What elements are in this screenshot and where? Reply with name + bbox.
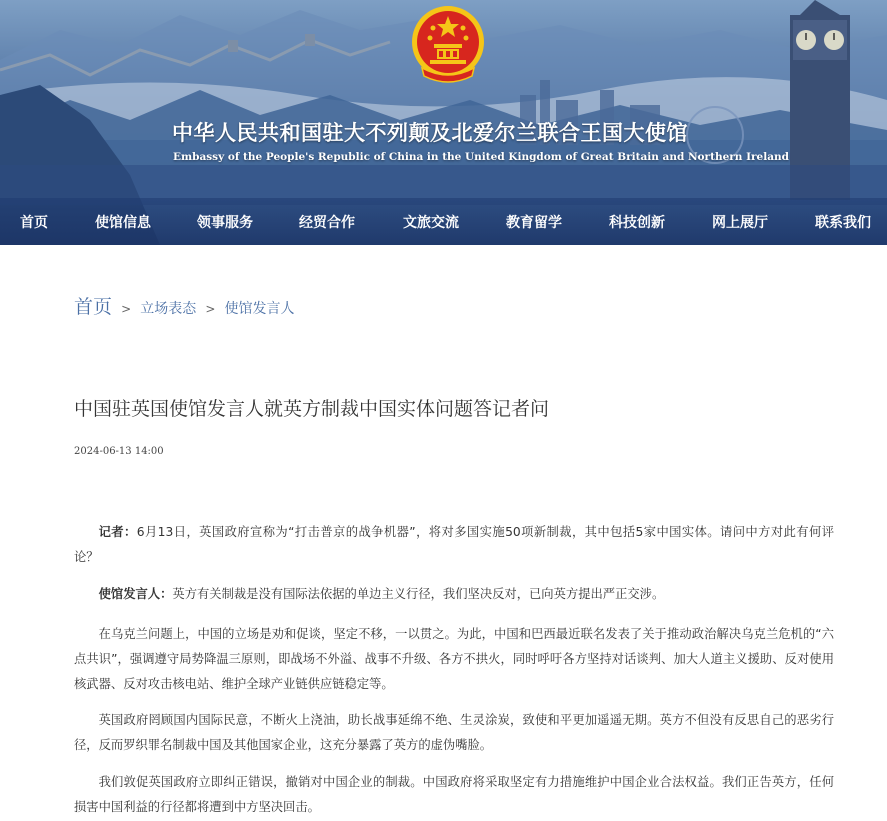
article-title: 中国驻英国使馆发言人就英方制裁中国实体问题答记者问 (74, 398, 550, 420)
article-paragraph (74, 708, 834, 758)
nav-item-culture[interactable]: 文旅交流 (403, 215, 459, 231)
header-banner (0, 0, 887, 245)
nav-item-home[interactable]: 首页 (20, 215, 48, 231)
paragraph-text: 英国政府罔顾国内国际民意，不断火上浇油，助长战事延绵不绝、生灵涂炭，致使和平更加遥遥无期。英方不但没有反思自己的恶劣行径，反而罗织罪名制裁中国及其他国家企业，这充分暴露了英方的虚伪嘴脸。 (74, 713, 834, 752)
article-paragraph (74, 770, 834, 820)
nav-item-trade[interactable]: 经贸合作 (299, 215, 355, 231)
speaker-label: 记者： (98, 525, 137, 539)
site-title: 中华人民共和国驻大不列颠及北爱尔兰联合王国大使馆 (172, 120, 688, 145)
national-emblem-icon (408, 2, 488, 88)
paragraph-text: 我们敦促英国政府立即纠正错误，撤销对中国企业的制裁。中国政府将采取坚定有力措施维护中国企业合法权益。我们正告英方，任何损害中国利益的行径都将遭到中方坚决回击。 (74, 775, 834, 814)
breadcrumb-spokesperson[interactable]: 使馆发言人 (224, 301, 295, 317)
paragraph-text: 在乌克兰问题上，中国的立场是劝和促谈，坚定不移，一以贯之。为此，中国和巴西最近联名发表了关于推动政治解决乌克兰危机的“六点共识”，强调遵守局势降温三原则，即战场不外溢、战事不升级、各方不拱火，同时呼吁各方坚持对话谈判、加大人道主义援助、反对使用核武器、反对攻击核电站、维护全球产业链供应链稳定等。 (74, 627, 834, 691)
speaker-label: 使馆发言人： (98, 587, 173, 601)
breadcrumb-position[interactable]: 立场表态 (140, 301, 197, 317)
nav-item-science[interactable]: 科技创新 (609, 215, 665, 231)
nav-item-consular[interactable]: 领事服务 (197, 215, 253, 231)
paragraph-text: 英方有关制裁是没有国际法依据的单边主义行径，我们坚决反对，已向英方提出严正交涉。 (172, 587, 665, 601)
breadcrumb-separator: > (205, 302, 216, 316)
breadcrumb (74, 292, 295, 319)
nav-item-education[interactable]: 教育留学 (506, 215, 562, 231)
breadcrumb-separator: > (121, 302, 132, 316)
nav-item-exhibition[interactable]: 网上展厅 (712, 215, 768, 231)
nav-item-contact[interactable]: 联系我们 (815, 215, 871, 231)
paragraph-text: 6月13日，英国政府宣称为“打击普京的战争机器”，将对多国实施50项新制裁，其中包括5家中国实体。请问中方对此有何评论？ (74, 525, 834, 564)
nav-item-embassy-info[interactable]: 使馆信息 (95, 215, 151, 231)
breadcrumb-home[interactable]: 首页 (74, 296, 113, 318)
article-paragraph (74, 520, 834, 570)
site-subtitle: Embassy of the People's Republic of China in the United Kingdom of Great Britain and Northern Ireland (173, 151, 789, 163)
article-paragraph (74, 582, 834, 607)
main-nav (0, 198, 887, 245)
article-date: 2024-06-13 14:00 (74, 446, 164, 457)
article-paragraph (74, 622, 834, 697)
